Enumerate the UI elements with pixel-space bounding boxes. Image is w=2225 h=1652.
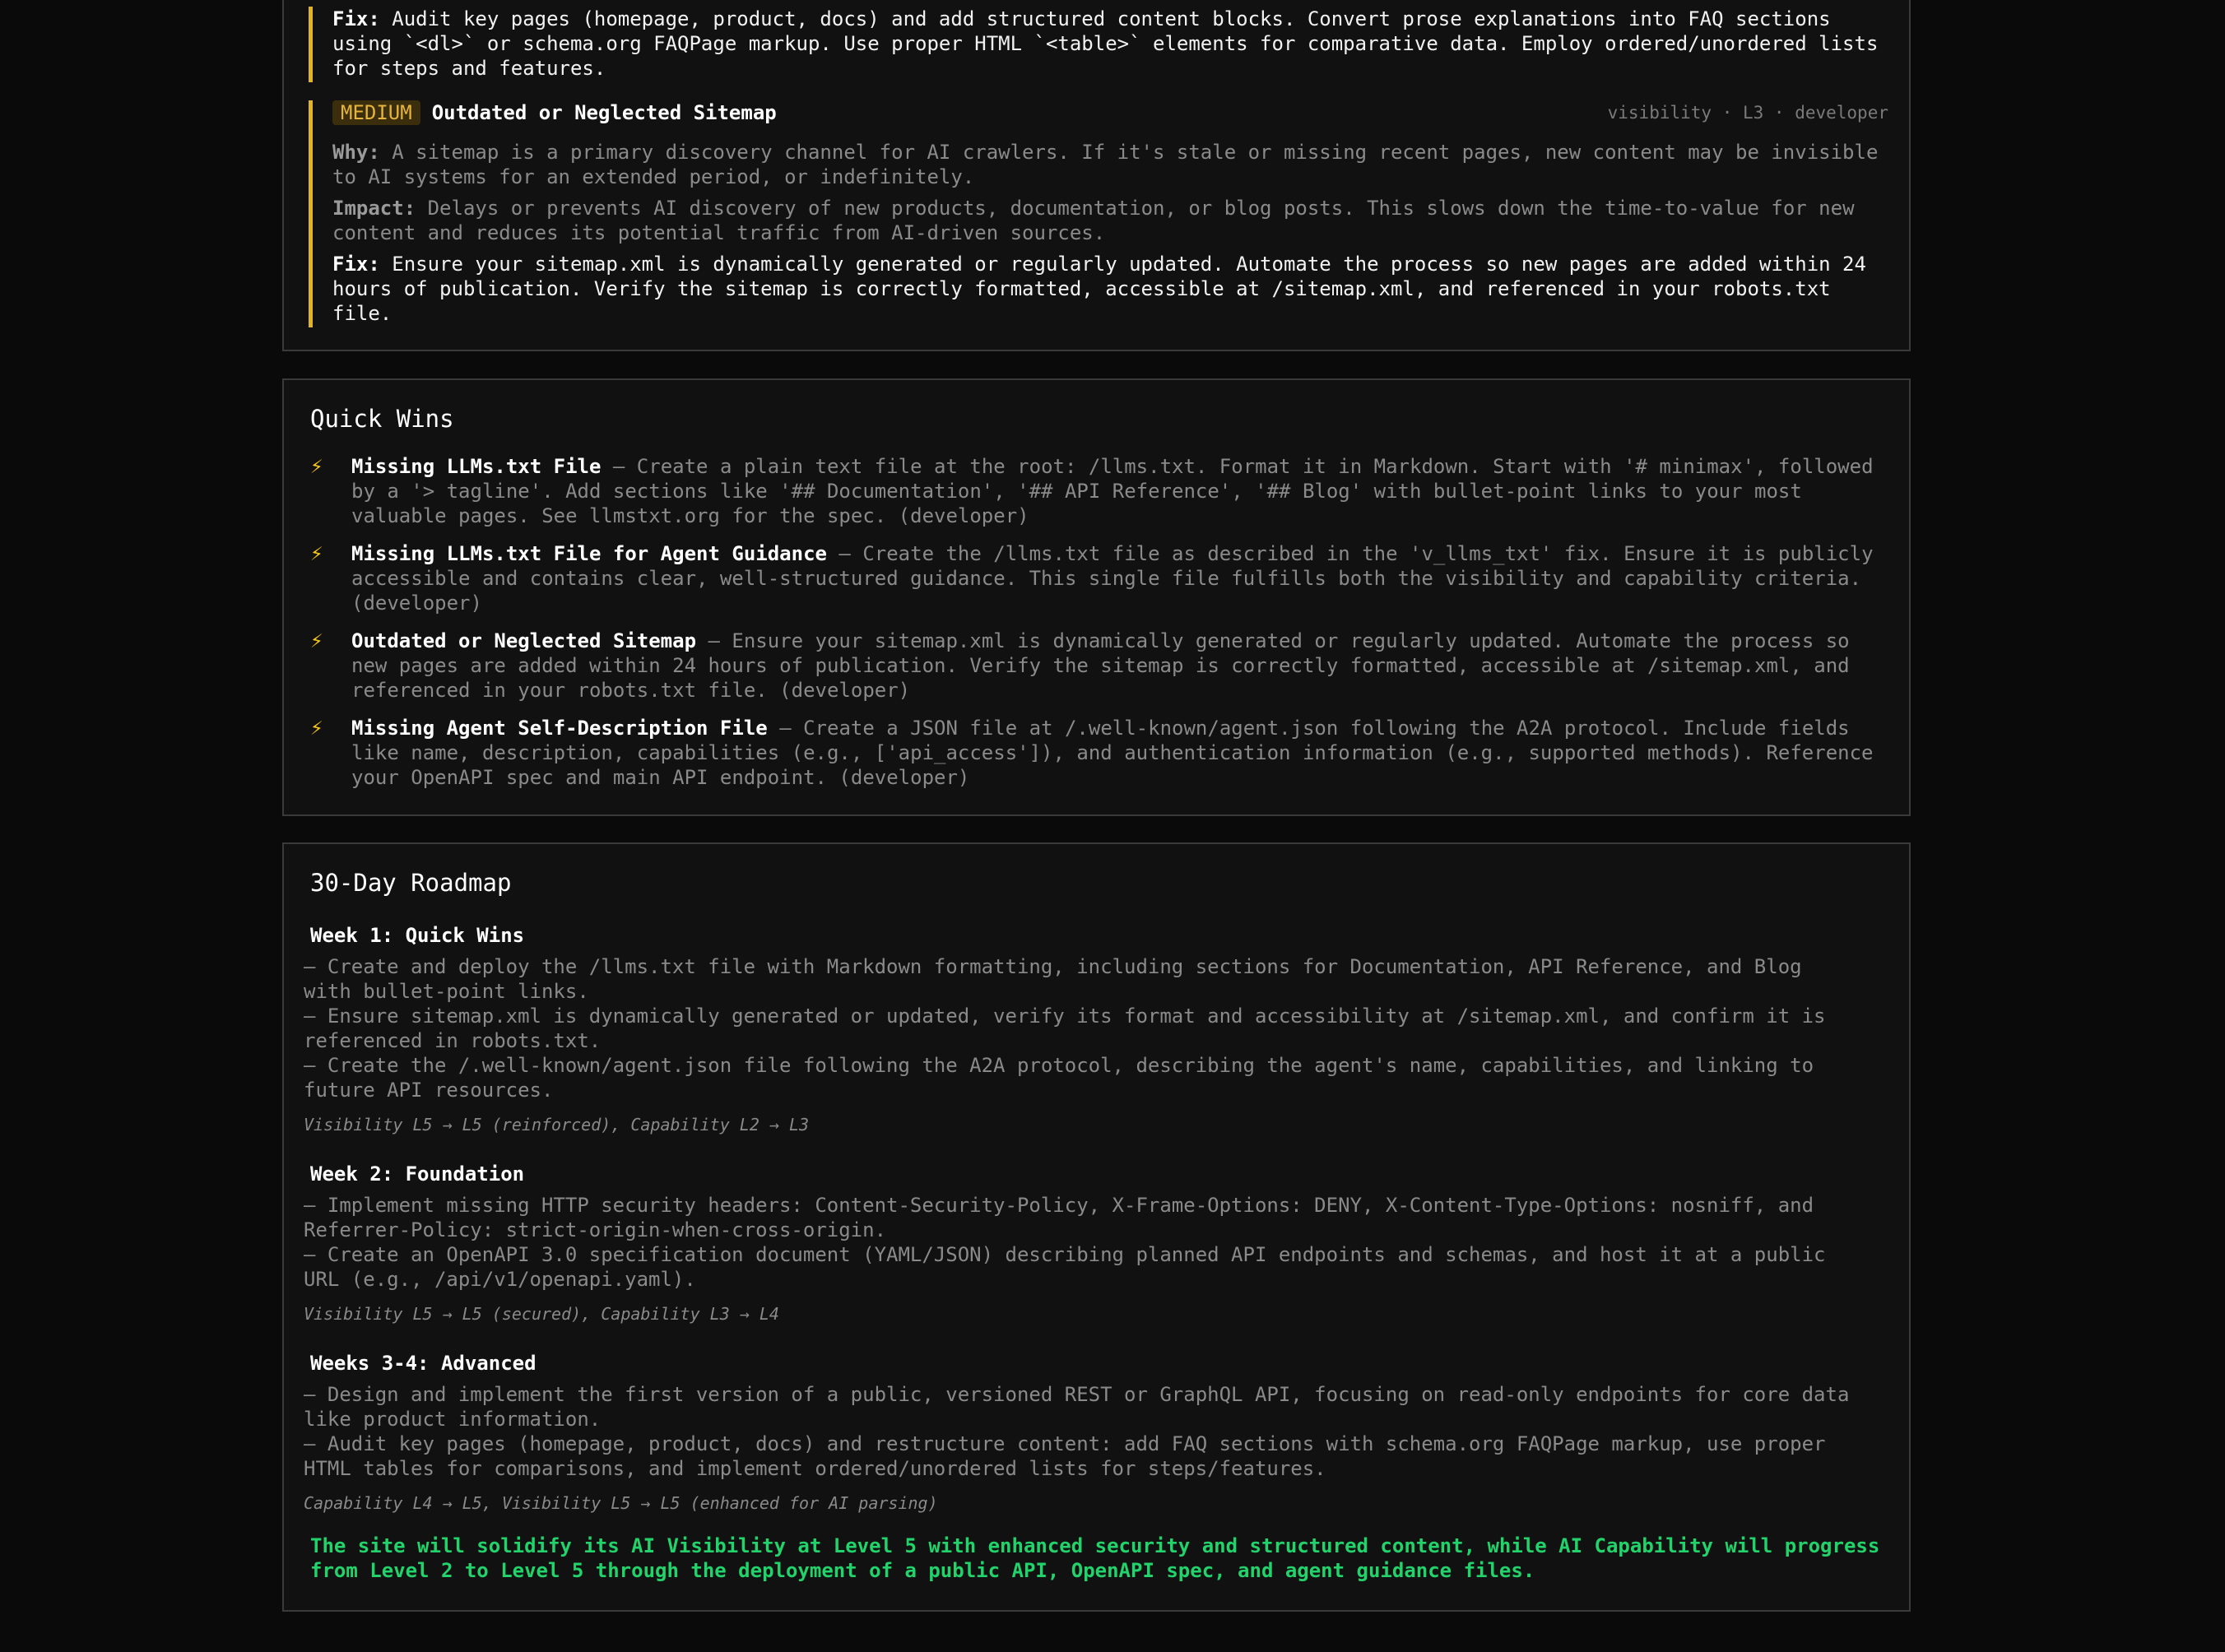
week-items — [304, 1193, 1859, 1292]
issue-header — [332, 100, 1888, 135]
fix-label: Fix: — [332, 7, 380, 30]
issue-fix — [332, 7, 1888, 81]
week-title: Week 2: Foundation — [310, 1162, 525, 1186]
lightning-icon: ⚡ — [310, 541, 323, 566]
quick-wins-card — [282, 378, 1911, 816]
week-note: Capability L4 → L5, Visibility L5 → L5 (enhanced for AI parsing) — [304, 1493, 938, 1513]
week-note: Visibility L5 → L5 (secured), Capability L3 → L4 — [304, 1304, 779, 1324]
fix-text: Audit key pages (homepage, product, docs) and add structured content blocks. Convert prose explanations into FAQ sections using `<dl>` or schema.org FAQPage markup. Use proper HTML `<table>` elements for comparative data. Employ ordered/unordered lists for steps and features. — [332, 7, 1879, 80]
roadmap-item: — Implement missing HTTP security headers: Content-Security-Policy, X-Frame-Options: DENY, X-Content-Type-Options: nosniff, and Referrer-Policy: strict-origin-when-cross-origin. — [304, 1194, 1814, 1241]
roadmap-item: — Audit key pages (homepage, product, docs) and restructure content: add FAQ sections with schema.org FAQPage markup, use proper HTML tables for comparisons, and implement ordered/unordered lists for steps/features. — [304, 1432, 1826, 1480]
quick-win-item: ⚡ Missing LLMs.txt File for Agent Guidance — Create the /llms.txt file as described in the 'v_llms_txt' fix. Ensure it is publicly accessible and contains clear, well-structured guidance. This single file fulfills both the visibility and capability criteria. (developer) — [310, 541, 1874, 615]
roadmap-card — [282, 842, 1911, 1612]
why-text: A sitemap is a primary discovery channel for AI crawlers. If it's stale or missing recent pages, new content may be invisible to AI systems for an extended period, or indefinitely. — [332, 141, 1879, 188]
week-title: Week 1: Quick Wins — [310, 924, 525, 947]
week-items — [304, 954, 1859, 1102]
quick-win-item: ⚡ Missing Agent Self-Description File — Create a JSON file at /.well-known/agent.json following the A2A protocol. Include fields like name, description, capabilities (e.g., ['api_access']), and authentication information (e.g., supported methods). Reference your OpenAPI spec and main API endpoint. (developer) — [310, 716, 1874, 789]
issue-meta: visibility · L3 · developer — [1607, 103, 1888, 123]
quick-wins-title: Quick Wins — [310, 405, 454, 433]
roadmap-item: — Create the /.well-known/agent.json file following the A2A protocol, describing the agent's name, capabilities, and linking to future API resources. — [304, 1054, 1814, 1102]
quick-win-text: Create a plain text file at the root: /llms.txt. Format it in Markdown. Start with '# minimax', followed by a '> tagline'. Add sections like '## Documentation', '## API Reference', '## Blog' with bullet-point links to your most valuable pages. See llmstxt.org for the spec. (developer) — [351, 455, 1874, 527]
week-title: Weeks 3-4: Advanced — [310, 1352, 537, 1375]
roadmap-item: — Create an OpenAPI 3.0 specification document (YAML/JSON) describing planned API endpoints and schemas, and host it at a public URL (e.g., /api/v1/openapi.yaml). — [304, 1243, 1826, 1291]
issue-impact — [332, 196, 1888, 245]
lightning-icon: ⚡ — [310, 629, 323, 653]
quick-win-text: Create a JSON file at /.well-known/agent.json following the A2A protocol. Include fields like name, description, capabilities (e.g., ['api_access']), and authentication information (e.g., supported methods). Reference your OpenAPI spec and main API endpoint. (developer) — [351, 717, 1874, 789]
lightning-icon: ⚡ — [310, 454, 323, 479]
why-label: Why: — [332, 141, 380, 164]
quick-win-text: Create the /llms.txt file as described in the 'v_llms_txt' fix. Ensure it is publicly accessible and contains clear, well-structured guidance. This single file fulfills both the visibility and capability criteria. (developer) — [351, 542, 1874, 615]
quick-win-title: Outdated or Neglected Sitemap — [351, 629, 697, 652]
quick-win-title: Missing LLMs.txt File for Agent Guidance — [351, 542, 827, 565]
week-note: Visibility L5 → L5 (reinforced), Capability L2 → L3 — [304, 1115, 810, 1135]
quick-win-title: Missing Agent Self-Description File — [351, 717, 768, 740]
severity-badge: MEDIUM — [332, 100, 420, 125]
week-items — [304, 1382, 1859, 1481]
roadmap-item: — Design and implement the first version of a public, versioned REST or GraphQL API, focusing on read-only endpoints for core data like product information. — [304, 1383, 1850, 1431]
issue-title: Outdated or Neglected Sitemap — [431, 101, 777, 124]
quick-win-title: Missing LLMs.txt File — [351, 455, 602, 478]
issue-why — [332, 140, 1888, 189]
lightning-icon: ⚡ — [310, 716, 323, 740]
roadmap-title: 30-Day Roadmap — [310, 869, 512, 897]
issue-fix — [332, 252, 1888, 326]
quick-win-item: ⚡ Outdated or Neglected Sitemap — Ensure your sitemap.xml is dynamically generated or regularly updated. Automate the process so new pages are added within 24 hours of publication. Verify the sitemap is correctly formatted, accessible at /sitemap.xml, and referenced in your robots.txt file. (developer) — [310, 629, 1850, 702]
quick-win-item: ⚡ Missing LLMs.txt File — Create a plain text file at the root: /llms.txt. Format it in Markdown. Start with '# minimax', followed by a '> tagline'. Add sections like '## Documentation', '## API Reference', '## Blog' with bullet-point links to your most valuable pages. See llmstxt.org for the spec. (developer) — [310, 454, 1874, 527]
impact-label: Impact: — [332, 197, 416, 220]
quick-win-text: Ensure your sitemap.xml is dynamically generated or regularly updated. Automate the process so new pages are added within 24 hours of publication. Verify the sitemap is correctly formatted, accessible at /sitemap.xml, and referenced in your robots.txt file. (developer) — [351, 629, 1850, 702]
roadmap-summary: The site will solidify its AI Visibility at Level 5 with enhanced security and structured content, while AI Capability will progress from Level 2 to Level 5 through the deployment of a public API, OpenAPI spec, and agent guidance files. — [310, 1534, 1880, 1582]
impact-text: Delays or prevents AI discovery of new products, documentation, or blog posts. This slows down the time-to-value for new content and reduces its potential traffic from AI-driven sources. — [332, 197, 1855, 244]
roadmap-item: — Ensure sitemap.xml is dynamically generated or updated, verify its format and accessibility at /sitemap.xml, and confirm it is referenced in robots.txt. — [304, 1005, 1826, 1052]
fix-label: Fix: — [332, 253, 380, 276]
issue-sitemap — [309, 100, 1888, 327]
fix-text: Ensure your sitemap.xml is dynamically generated or regularly updated. Automate the process so new pages are added within 24 hours of publication. Verify the sitemap is correctly formatted, accessible at /sitemap.xml, and referenced in your robots.txt file. — [332, 253, 1866, 325]
roadmap-item: — Create and deploy the /llms.txt file with Markdown formatting, including sections for Documentation, API Reference, and Blog with bullet-point links. — [304, 955, 1802, 1003]
issue-structured-content — [309, 7, 1888, 82]
